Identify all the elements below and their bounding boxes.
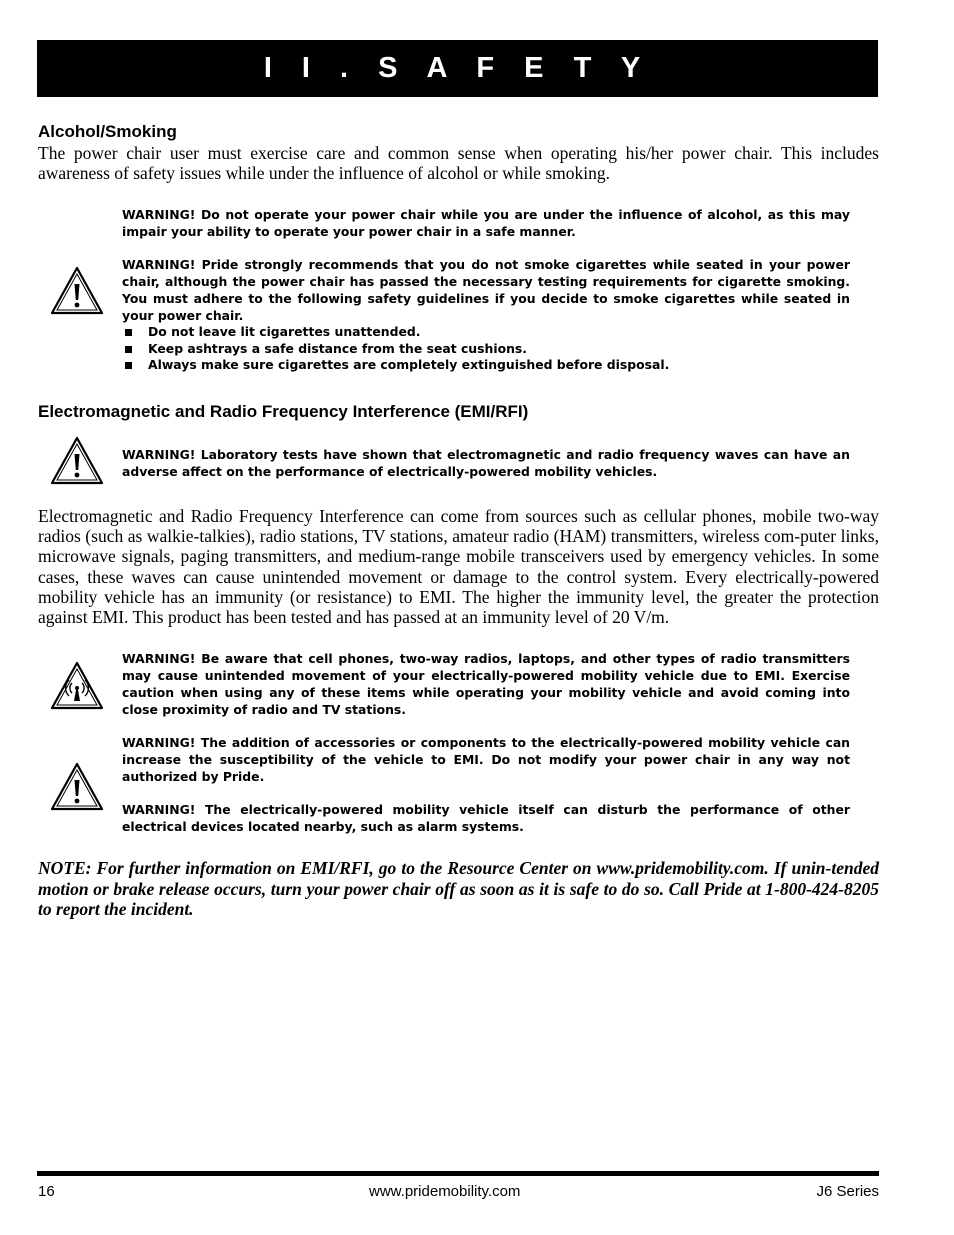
radio-wave-triangle-icon bbox=[50, 661, 104, 711]
emi-rfi-heading: Electromagnetic and Radio Frequency Interference (EMI/RFI) bbox=[38, 402, 529, 421]
smoking-guidelines-list bbox=[122, 324, 850, 374]
alcohol-warning: WARNING! Do not operate your power chair while you are under the influence of alcohol, as this may impair your ability to operate your power chair in a safe manner. bbox=[122, 207, 850, 239]
bullet-square-icon bbox=[125, 346, 132, 353]
bullet-square-icon bbox=[125, 329, 132, 336]
footer-series: J6 Series bbox=[816, 1183, 879, 1200]
footer-rule bbox=[37, 1171, 879, 1176]
emi-paragraph: Electromagnetic and Radio Frequency Interference can come from sources such as cellular phones, mobile two-way radios (such as walkie-talkies), radio stations, TV stations, amateur radio (HAM) transmitters, wireless com-puter links, microwave signals, paging transmitters, and medium-range mobile transceivers used by emergency vehicles. In some cases, these waves can cause unintended movement or damage to the control system. Every electrically-powered mobility vehicle has an immunity (or resistance) to EMI. The higher the immunity level, the greater the protection against EMI. This product has been tested and has passed at an immunity level of 20 V/m. bbox=[38, 506, 879, 628]
footer-website: www.pridemobility.com bbox=[369, 1183, 521, 1200]
smoking-warning: WARNING! Pride strongly recommends that you do not smoke cigarettes while seated in your power chair, although the power chair has passed the necessary testing requirements for cigarette smoking. You must adhere to the following safety guidelines if you decide to smoke cigarettes while seated in your power chair. bbox=[122, 257, 850, 323]
exclamation-triangle-icon bbox=[50, 436, 104, 486]
list-item: Keep ashtrays a safe distance from the seat cushions. bbox=[122, 341, 850, 358]
page-number: 16 bbox=[38, 1183, 55, 1200]
bullet-square-icon bbox=[125, 362, 132, 369]
emi-note: NOTE: For further information on EMI/RFI, go to the Resource Center on www.pridemobility.com. If unin-tended motion or brake release occurs, turn your power chair off as soon as it is safe to do so. Call Pride at 1-800-424-8205 to report the incident. bbox=[38, 858, 879, 919]
alcohol-smoking-paragraph: The power chair user must exercise care and common sense when operating his/her power chair. This includes awareness of safety issues while under the influence of alcohol or while smoking. bbox=[38, 143, 879, 184]
emi-lab-warning: WARNING! Laboratory tests have shown that electromagnetic and radio frequency waves can have an adverse affect on the performance of electrically-powered mobility vehicles. bbox=[122, 447, 850, 479]
section-title: I I . S A F E T Y bbox=[263, 52, 652, 84]
disturb-devices-warning: WARNING! The electrically-powered mobility vehicle itself can disturb the performance of other electrical devices located nearby, such as alarm systems. bbox=[122, 802, 850, 834]
alcohol-smoking-heading: Alcohol/Smoking bbox=[38, 122, 177, 141]
accessories-warning: WARNING! The addition of accessories or components to the electrically-powered mobility vehicle can increase the susceptibility of the vehicle to EMI. Do not modify your power chair in any way not authorized by Pride. bbox=[122, 735, 850, 784]
list-item: Do not leave lit cigarettes unattended. bbox=[122, 324, 850, 341]
exclamation-triangle-icon bbox=[50, 762, 104, 812]
radio-transmitters-warning: WARNING! Be aware that cell phones, two-way radios, laptops, and other types of radio transmitters may cause unintended movement of your electrically-powered mobility vehicle due to EMI. Exercise caution when using any of these items while operating your mobility vehicle and avoid coming into close proximity of radio and TV stations. bbox=[122, 651, 850, 717]
section-banner bbox=[37, 40, 878, 97]
exclamation-triangle-icon bbox=[50, 266, 104, 316]
list-item: Always make sure cigarettes are completely extinguished before disposal. bbox=[122, 357, 850, 374]
